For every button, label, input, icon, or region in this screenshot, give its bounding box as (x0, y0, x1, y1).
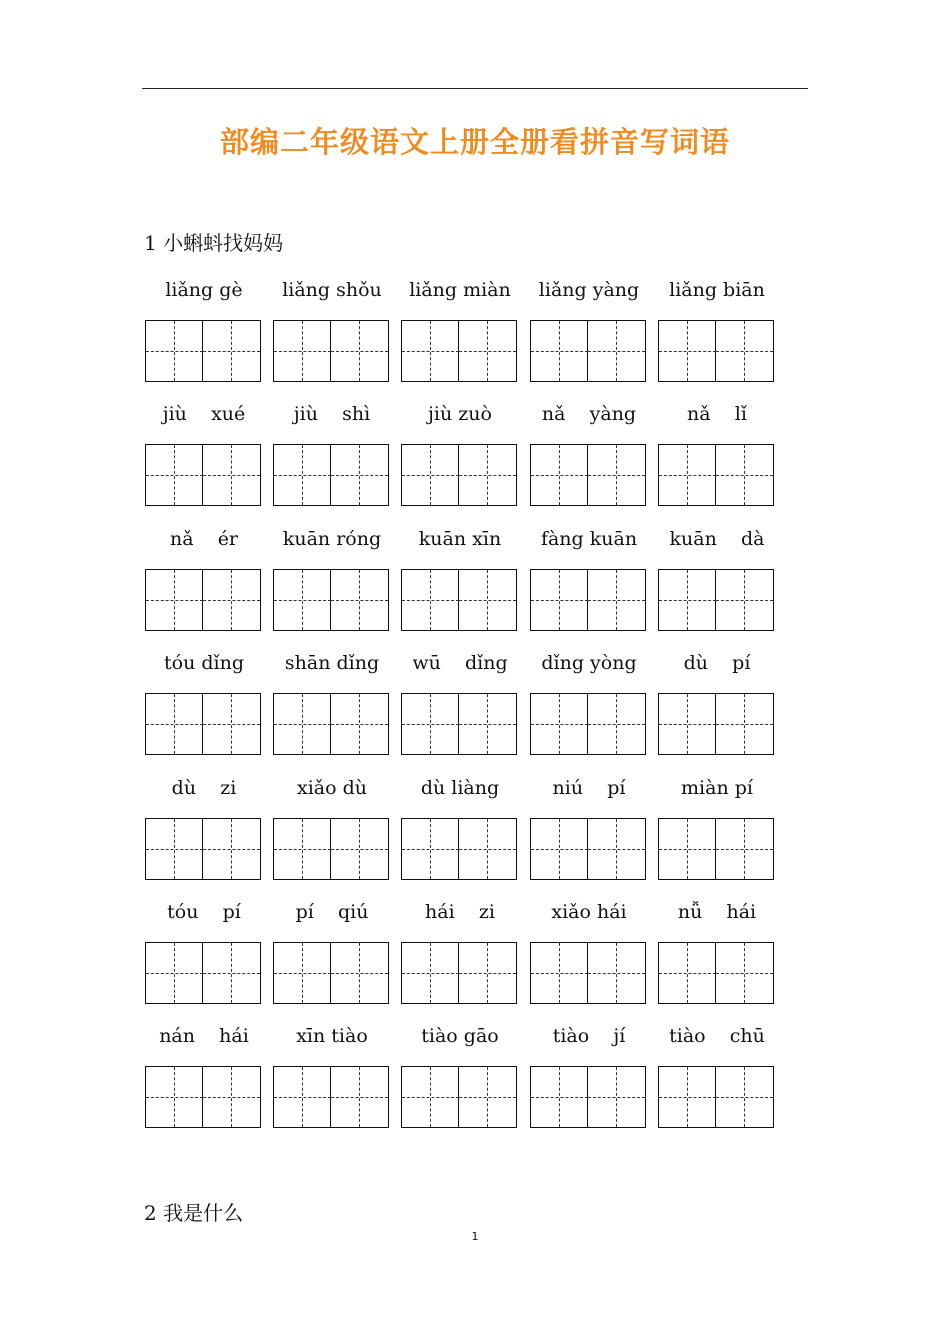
guide-line-horizontal (459, 973, 516, 974)
pinyin-label: dù zi (171, 776, 237, 799)
guide-line-horizontal (716, 1097, 773, 1098)
guide-line-horizontal (203, 351, 260, 352)
character-cell[interactable] (659, 570, 716, 630)
tianzige-box[interactable] (273, 444, 389, 506)
character-cell[interactable] (331, 570, 388, 630)
character-cell[interactable] (146, 943, 203, 1003)
character-cell[interactable] (331, 819, 388, 879)
tianzige-box[interactable] (145, 818, 261, 880)
tianzige-box[interactable] (273, 693, 389, 755)
character-cell[interactable] (659, 943, 716, 1003)
guide-line-horizontal (588, 351, 645, 352)
word-item (273, 1025, 391, 1149)
word-item (401, 1025, 519, 1149)
word-item (273, 528, 391, 652)
word-item (145, 528, 263, 652)
pinyin-label: kuān róng (282, 527, 382, 550)
character-cell[interactable] (459, 570, 516, 630)
guide-line-horizontal (146, 1097, 203, 1098)
word-row (0, 777, 950, 901)
character-cell[interactable] (531, 445, 588, 505)
character-cell[interactable] (459, 321, 516, 381)
character-cell[interactable] (588, 570, 645, 630)
guide-line-horizontal (402, 600, 459, 601)
character-cell[interactable] (331, 445, 388, 505)
tianzige-box[interactable] (530, 569, 646, 631)
guide-line-horizontal (146, 849, 203, 850)
pinyin-label: wū dǐng (412, 652, 508, 675)
character-cell[interactable] (659, 445, 716, 505)
word-item (530, 652, 648, 776)
word-item (401, 777, 519, 901)
tianzige-box[interactable] (273, 818, 389, 880)
character-cell[interactable] (203, 445, 260, 505)
word-row (0, 901, 950, 1025)
guide-line-horizontal (531, 475, 588, 476)
word-item (658, 1025, 776, 1149)
lesson-1-heading: 1 小蝌蚪找妈妈 (144, 231, 284, 255)
character-cell[interactable] (402, 1067, 459, 1127)
tianzige-box[interactable] (401, 444, 517, 506)
character-cell[interactable] (588, 1067, 645, 1127)
pinyin-label: tiào gāo (421, 1025, 499, 1048)
character-cell[interactable] (531, 943, 588, 1003)
guide-line-horizontal (402, 724, 459, 725)
guide-line-horizontal (274, 600, 331, 601)
tianzige-box[interactable] (145, 320, 261, 382)
character-cell[interactable] (274, 943, 331, 1003)
character-cell[interactable] (274, 694, 331, 754)
tianzige-box[interactable] (401, 320, 517, 382)
tianzige-box[interactable] (658, 569, 774, 631)
tianzige-box[interactable] (658, 444, 774, 506)
word-item (658, 652, 776, 776)
character-cell[interactable] (274, 321, 331, 381)
guide-line-horizontal (331, 724, 388, 725)
character-cell[interactable] (588, 445, 645, 505)
tianzige-box[interactable] (658, 320, 774, 382)
word-row (0, 528, 950, 652)
pinyin-label: nǎ yàng (541, 403, 637, 426)
word-item (530, 901, 648, 1025)
character-cell[interactable] (146, 321, 203, 381)
pinyin-label: miàn pí (681, 776, 753, 799)
character-cell[interactable] (203, 1067, 260, 1127)
character-cell[interactable] (459, 445, 516, 505)
tianzige-box[interactable] (401, 818, 517, 880)
tianzige-box[interactable] (273, 942, 389, 1004)
character-cell[interactable] (146, 570, 203, 630)
pinyin-label: kuān xīn (418, 527, 502, 550)
guide-line-horizontal (459, 600, 516, 601)
tianzige-box[interactable] (145, 1066, 261, 1128)
guide-line-horizontal (146, 600, 203, 601)
character-cell[interactable] (331, 694, 388, 754)
guide-line-horizontal (402, 1097, 459, 1098)
word-item (273, 403, 391, 527)
tianzige-box[interactable] (530, 693, 646, 755)
guide-line-horizontal (659, 724, 716, 725)
character-cell[interactable] (203, 570, 260, 630)
word-item (658, 279, 776, 403)
character-cell[interactable] (146, 819, 203, 879)
guide-line-horizontal (203, 600, 260, 601)
guide-line-horizontal (459, 475, 516, 476)
character-cell[interactable] (659, 321, 716, 381)
character-cell[interactable] (716, 943, 773, 1003)
tianzige-box[interactable] (273, 1066, 389, 1128)
character-cell[interactable] (402, 694, 459, 754)
character-cell[interactable] (716, 819, 773, 879)
guide-line-horizontal (459, 351, 516, 352)
word-item (145, 652, 263, 776)
word-item (145, 403, 263, 527)
pinyin-label: fàng kuān (540, 527, 638, 550)
pinyin-label: liǎng yàng (538, 279, 640, 301)
tianzige-box[interactable] (658, 818, 774, 880)
character-cell[interactable] (459, 943, 516, 1003)
tianzige-box[interactable] (145, 942, 261, 1004)
pinyin-label: liǎng biān (669, 279, 765, 301)
word-item (530, 528, 648, 652)
character-cell[interactable] (716, 694, 773, 754)
word-row (0, 403, 950, 527)
guide-line-horizontal (659, 849, 716, 850)
guide-line-horizontal (459, 724, 516, 725)
character-cell[interactable] (716, 570, 773, 630)
guide-line-horizontal (331, 849, 388, 850)
guide-line-horizontal (203, 724, 260, 725)
tianzige-box[interactable] (145, 693, 261, 755)
tianzige-box[interactable] (401, 1066, 517, 1128)
character-cell[interactable] (274, 445, 331, 505)
word-item (658, 901, 776, 1025)
pinyin-label: tóu pí (167, 901, 241, 923)
word-item (145, 279, 263, 403)
character-cell[interactable] (203, 694, 260, 754)
guide-line-horizontal (531, 849, 588, 850)
tianzige-box[interactable] (401, 693, 517, 755)
pinyin-label: niú pí (552, 776, 626, 799)
word-item (530, 777, 648, 901)
pinyin-label: jiù zuò (428, 403, 492, 426)
tianzige-box[interactable] (530, 942, 646, 1004)
word-item (401, 279, 519, 403)
character-cell[interactable] (331, 321, 388, 381)
word-item (658, 528, 776, 652)
guide-line-horizontal (659, 351, 716, 352)
pinyin-label: liǎng gè (165, 279, 243, 301)
guide-line-horizontal (331, 600, 388, 601)
tianzige-box[interactable] (530, 818, 646, 880)
guide-line-horizontal (331, 1097, 388, 1098)
guide-line-horizontal (588, 724, 645, 725)
tianzige-box[interactable] (145, 569, 261, 631)
pinyin-label: pí qiú (295, 901, 369, 923)
tianzige-box[interactable] (401, 569, 517, 631)
character-cell[interactable] (459, 694, 516, 754)
character-cell[interactable] (716, 445, 773, 505)
pinyin-label: shān dǐng (284, 652, 380, 675)
pinyin-label: dǐng yòng (541, 652, 637, 675)
guide-line-horizontal (531, 351, 588, 352)
word-item (145, 901, 263, 1025)
character-cell[interactable] (588, 819, 645, 879)
character-cell[interactable] (659, 819, 716, 879)
word-item (401, 901, 519, 1025)
character-cell[interactable] (531, 570, 588, 630)
guide-line-horizontal (716, 724, 773, 725)
guide-line-horizontal (274, 724, 331, 725)
character-cell[interactable] (716, 321, 773, 381)
tianzige-box[interactable] (145, 444, 261, 506)
word-item (530, 1025, 648, 1149)
guide-line-horizontal (402, 475, 459, 476)
pinyin-label: liǎng shǒu (282, 279, 382, 301)
pinyin-label: xīn tiào (296, 1025, 368, 1048)
character-cell[interactable] (203, 321, 260, 381)
guide-line-horizontal (203, 1097, 260, 1098)
guide-line-horizontal (402, 849, 459, 850)
guide-line-horizontal (588, 849, 645, 850)
character-cell[interactable] (203, 819, 260, 879)
tianzige-box[interactable] (401, 942, 517, 1004)
guide-line-horizontal (402, 351, 459, 352)
character-cell[interactable] (531, 1067, 588, 1127)
pinyin-label: nǎ ér (169, 527, 239, 550)
guide-line-horizontal (274, 475, 331, 476)
pinyin-label: dù pí (683, 652, 751, 675)
character-cell[interactable] (402, 445, 459, 505)
word-item (401, 528, 519, 652)
character-cell[interactable] (402, 570, 459, 630)
character-cell[interactable] (331, 943, 388, 1003)
tianzige-box[interactable] (273, 320, 389, 382)
guide-line-horizontal (716, 849, 773, 850)
character-cell[interactable] (146, 1067, 203, 1127)
lesson-2-heading: 2 我是什么 (144, 1201, 244, 1225)
tianzige-box[interactable] (273, 569, 389, 631)
pinyin-label: jiù xué (162, 403, 246, 426)
guide-line-horizontal (203, 973, 260, 974)
word-item (145, 777, 263, 901)
character-cell[interactable] (659, 694, 716, 754)
guide-line-horizontal (531, 600, 588, 601)
character-cell[interactable] (402, 819, 459, 879)
character-cell[interactable] (588, 694, 645, 754)
guide-line-horizontal (716, 475, 773, 476)
guide-line-horizontal (331, 973, 388, 974)
guide-line-horizontal (146, 973, 203, 974)
guide-line-horizontal (659, 973, 716, 974)
word-item (530, 279, 648, 403)
guide-line-horizontal (274, 973, 331, 974)
guide-line-horizontal (459, 1097, 516, 1098)
guide-line-horizontal (659, 600, 716, 601)
pinyin-label: nǎ lǐ (687, 403, 747, 426)
character-cell[interactable] (588, 943, 645, 1003)
word-row (0, 279, 950, 403)
character-cell[interactable] (274, 819, 331, 879)
guide-line-horizontal (146, 475, 203, 476)
character-cell[interactable] (402, 943, 459, 1003)
pinyin-label: xiǎo dù (297, 776, 367, 799)
guide-line-horizontal (146, 351, 203, 352)
guide-line-horizontal (531, 724, 588, 725)
guide-line-horizontal (274, 1097, 331, 1098)
word-item (273, 777, 391, 901)
guide-line-horizontal (716, 600, 773, 601)
guide-line-horizontal (716, 973, 773, 974)
guide-line-horizontal (716, 351, 773, 352)
guide-line-horizontal (331, 351, 388, 352)
character-cell[interactable] (716, 1067, 773, 1127)
character-cell[interactable] (146, 694, 203, 754)
pinyin-label: nǚ hái (677, 901, 757, 923)
page-title: 部编二年级语文上册全册看拼音写词语 (219, 125, 730, 159)
guide-line-horizontal (588, 600, 645, 601)
pinyin-label: hái zi (425, 901, 495, 923)
guide-line-horizontal (531, 1097, 588, 1098)
word-item (658, 777, 776, 901)
guide-line-horizontal (588, 1097, 645, 1098)
word-item (273, 901, 391, 1025)
pinyin-label: jiù shì (293, 403, 371, 426)
tianzige-box[interactable] (658, 1066, 774, 1128)
guide-line-horizontal (203, 475, 260, 476)
character-cell[interactable] (459, 819, 516, 879)
pinyin-label: kuān dà (669, 527, 765, 550)
word-row (0, 1025, 950, 1149)
tianzige-box[interactable] (658, 693, 774, 755)
pinyin-label: dù liàng (420, 776, 500, 799)
character-cell[interactable] (274, 1067, 331, 1127)
word-item (273, 652, 391, 776)
word-item (273, 279, 391, 403)
pinyin-label: liǎng miàn (409, 279, 511, 301)
guide-line-horizontal (274, 351, 331, 352)
page-number: 1 (471, 1230, 479, 1243)
character-cell[interactable] (146, 445, 203, 505)
guide-line-horizontal (203, 849, 260, 850)
guide-line-horizontal (588, 973, 645, 974)
character-cell[interactable] (659, 1067, 716, 1127)
pinyin-label: tiào chū (669, 1025, 765, 1048)
character-cell[interactable] (203, 943, 260, 1003)
word-item (530, 403, 648, 527)
guide-line-horizontal (459, 849, 516, 850)
guide-line-horizontal (274, 849, 331, 850)
guide-line-horizontal (588, 475, 645, 476)
tianzige-box[interactable] (530, 444, 646, 506)
word-item (145, 1025, 263, 1149)
word-row (0, 652, 950, 776)
character-cell[interactable] (274, 570, 331, 630)
character-cell[interactable] (531, 694, 588, 754)
character-cell[interactable] (331, 1067, 388, 1127)
tianzige-box[interactable] (658, 942, 774, 1004)
guide-line-horizontal (531, 973, 588, 974)
word-item (401, 652, 519, 776)
guide-line-horizontal (402, 973, 459, 974)
character-cell[interactable] (588, 321, 645, 381)
top-rule (142, 88, 808, 89)
tianzige-box[interactable] (530, 1066, 646, 1128)
pinyin-label: tiào jí (552, 1025, 626, 1048)
word-item (658, 403, 776, 527)
character-cell[interactable] (531, 321, 588, 381)
guide-line-horizontal (331, 475, 388, 476)
word-item (401, 403, 519, 527)
pinyin-label: nán hái (159, 1025, 249, 1048)
guide-line-horizontal (659, 1097, 716, 1098)
pinyin-label: tóu dǐng (164, 652, 244, 675)
character-cell[interactable] (531, 819, 588, 879)
guide-line-horizontal (659, 475, 716, 476)
character-cell[interactable] (459, 1067, 516, 1127)
tianzige-box[interactable] (530, 320, 646, 382)
pinyin-label: xiǎo hái (551, 901, 627, 923)
character-cell[interactable] (402, 321, 459, 381)
guide-line-horizontal (146, 724, 203, 725)
